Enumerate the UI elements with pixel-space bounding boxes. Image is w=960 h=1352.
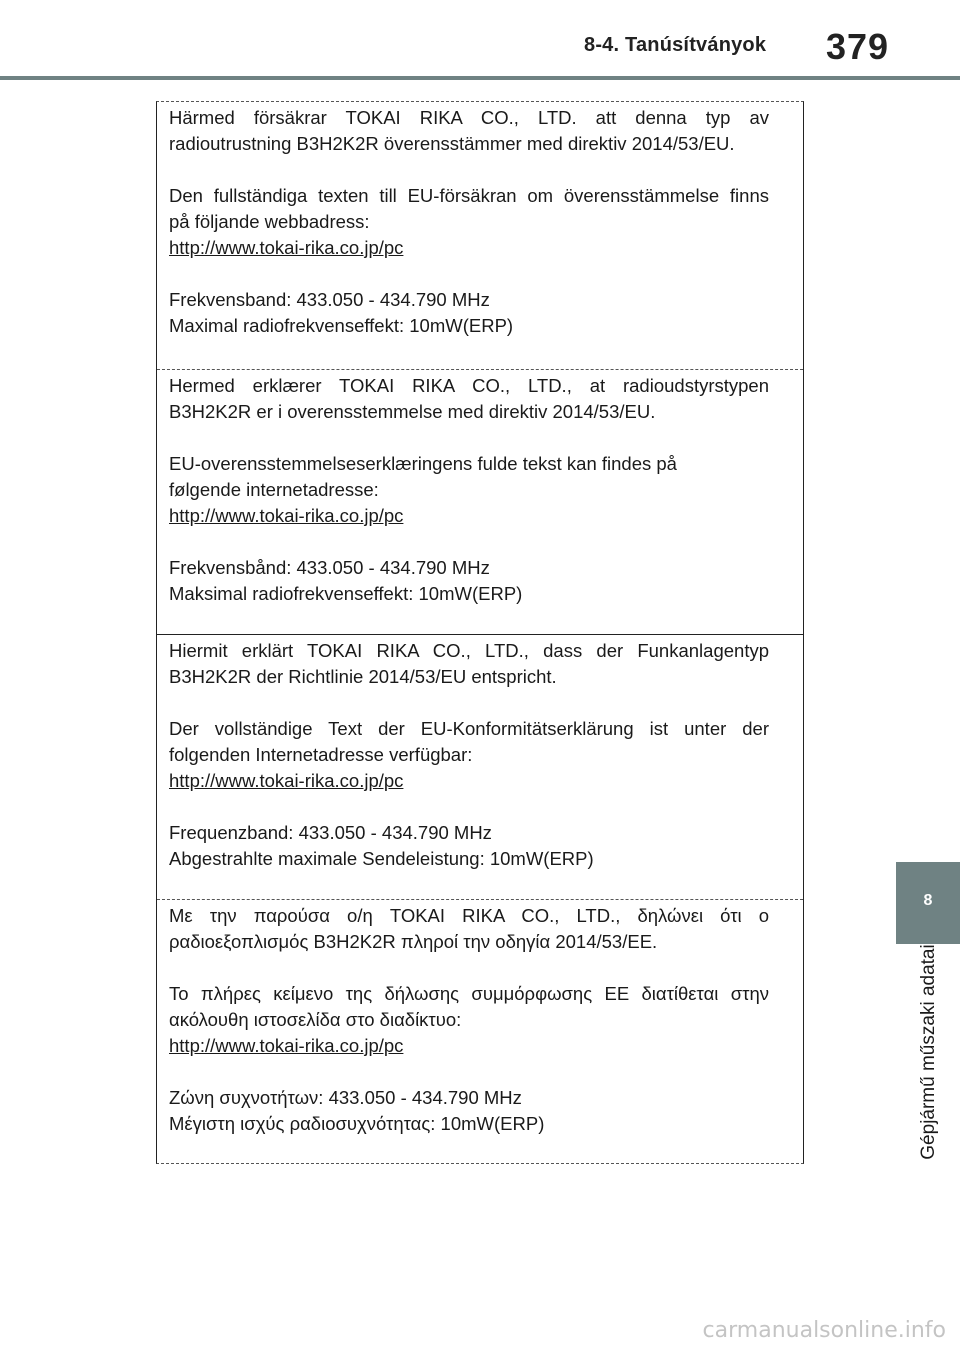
- declaration-line: på följande webbadress:: [169, 211, 370, 232]
- declaration-danish: [157, 369, 803, 634]
- chapter-label: Gépjármű műszaki adatai: [918, 944, 939, 1160]
- frequency-band: Frequenzband: 433.050 - 434.790 MHz: [169, 822, 492, 843]
- declaration-url-link[interactable]: http://www.tokai-rika.co.jp/pc: [169, 770, 404, 791]
- declaration-line: B3H2K2R er i overensstemmelse med direktiv 2014/53/EU.: [169, 401, 656, 422]
- declaration-line: ραδιοεξοπλισμός B3H2K2R πληροί την οδηγία 2014/53/ΕΕ.: [169, 931, 658, 952]
- declaration-line: folgenden Internetadresse verfügbar:: [169, 744, 473, 765]
- header-rule: [0, 76, 960, 80]
- chapter-tab[interactable]: [896, 862, 960, 944]
- declaration-line: B3H2K2R der Richtlinie 2014/53/EU entspricht.: [169, 666, 557, 687]
- max-power: Abgestrahlte maximale Sendeleistung: 10mW(ERP): [169, 848, 594, 869]
- frequency-band: Ζώνη συχνοτήτων: 433.050 - 434.790 MHz: [169, 1087, 522, 1108]
- declaration-url-link[interactable]: http://www.tokai-rika.co.jp/pc: [169, 1035, 404, 1056]
- max-power: Μέγιστη ισχύς ραδιοσυχνότητας: 10mW(ERP): [169, 1113, 545, 1134]
- section-title: 8-4. Tanúsítványok: [584, 34, 767, 56]
- declaration-line: Το πλήρες κείμενο της δήλωσης συμμόρφωσης ΕΕ διατίθεται στην: [169, 983, 769, 1004]
- declaration-line: Hermed erklærer TOKAI RIKA CO., LTD., at radioudstyrstypen: [169, 375, 769, 396]
- frequency-band: Frekvensband: 433.050 - 434.790 MHz: [169, 289, 490, 310]
- declaration-german: [157, 634, 803, 899]
- declaration-line: Hiermit erklärt TOKAI RIKA CO., LTD., dass der Funkanlagentyp: [169, 640, 769, 661]
- frequency-band: Frekvensbånd: 433.050 - 434.790 MHz: [169, 557, 490, 578]
- declaration-greek: [157, 899, 803, 1163]
- declaration-line: Der vollständige Text der EU-Konformitätserklärung ist unter der: [169, 718, 769, 739]
- declaration-line: følgende internetadresse:: [169, 479, 379, 500]
- watermark: carmanualsonline.info: [702, 1318, 946, 1343]
- declaration-line: Härmed försäkrar TOKAI RIKA CO., LTD. att denna typ av: [169, 107, 769, 128]
- declaration-line: Den fullständiga texten till EU-försäkran om överensstämmelse finns: [169, 185, 769, 206]
- declaration-url-link[interactable]: http://www.tokai-rika.co.jp/pc: [169, 237, 404, 258]
- chapter-number: 8: [923, 892, 933, 909]
- declaration-line: ακόλουθη ιστοσελίδα στο διαδίκτυο:: [169, 1009, 462, 1030]
- declaration-url-link[interactable]: http://www.tokai-rika.co.jp/pc: [169, 505, 404, 526]
- max-power: Maksimal radiofrekvenseffekt: 10mW(ERP): [169, 583, 523, 604]
- declaration-line: radioutrustning B3H2K2R överensstämmer med direktiv 2014/53/EU.: [169, 133, 735, 154]
- declaration-line: Με την παρούσα ο/η TOKAI RIKA CO., LTD., δηλώνει ότι ο: [169, 905, 769, 926]
- certification-box: [156, 101, 804, 1164]
- max-power: Maximal radiofrekvenseffekt: 10mW(ERP): [169, 315, 514, 336]
- page-number: 379: [826, 26, 890, 67]
- declaration-line: EU-overensstemmelseserklæringens fulde tekst kan findes på: [169, 453, 677, 474]
- declaration-swedish: [157, 102, 803, 369]
